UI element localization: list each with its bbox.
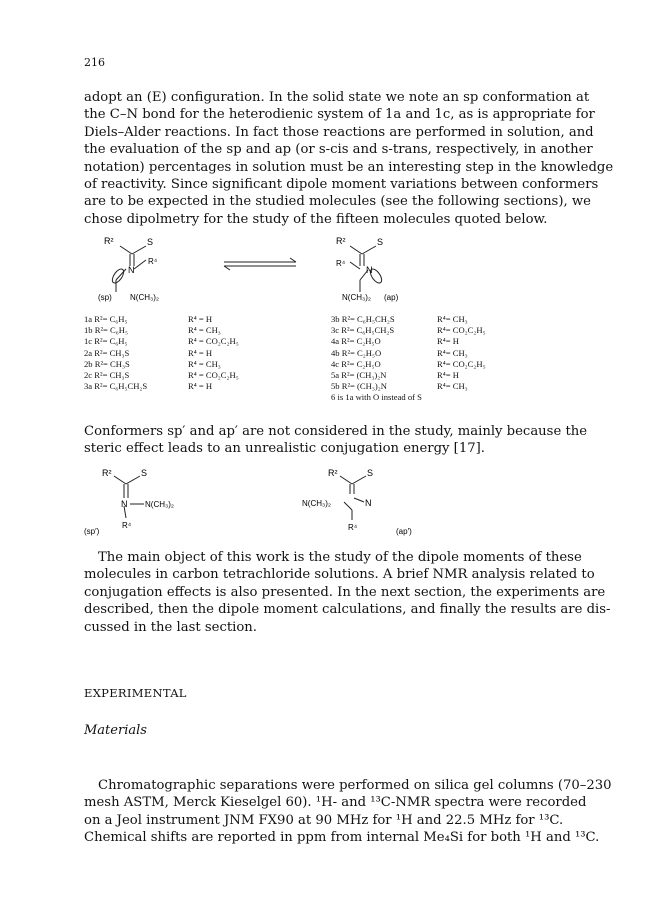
substituent-entry: R⁴= CO₂C₂H₅ (437, 358, 486, 369)
compound-entry: 4c R²= C₂H₅O (331, 358, 381, 369)
sp-r2-label: R² (104, 236, 114, 246)
compound-entry: 2c R²= CH₃S (84, 369, 130, 380)
compound-list (84, 314, 584, 406)
page-number: 216 (84, 56, 105, 69)
conformer-equilibrium-scheme (84, 232, 584, 308)
substituent-entry: R⁴ = H (188, 381, 213, 392)
ap-r4-label: R⁴ (336, 259, 346, 268)
ap-prime-structure (340, 476, 366, 520)
substituent-column (437, 314, 486, 392)
text-line: molecules in carbon tetrachloride solutions. A brief NMR analysis related to (84, 567, 595, 583)
text-line: Diels–Alder reactions. In fact those reactions are performed in solution, and (84, 124, 594, 140)
text-line: the C–N bond for the heterodienic system of 1a and 1c, as is appropriate for (84, 107, 595, 123)
substituent-entry: R⁴ = CH₃ (188, 325, 221, 336)
sp-prime-conformation-label: (sp′) (84, 527, 100, 536)
ap-prime-nme2-label: N(CH₃)₂ (302, 499, 332, 508)
text-line: conjugation effects is also presented. In the next section, the experiments are (84, 584, 606, 600)
substituent-entry: R⁴ = CH₃ (188, 358, 221, 369)
substituent-entry: R⁴ = H (188, 314, 213, 324)
sp-conformation-label: (sp) (98, 293, 112, 302)
compound-entry: 2b R²= CH₃S (84, 358, 130, 369)
ap-prime-r2-label: R² (328, 468, 338, 478)
compound-entry: 4b R²= C₂H₅O (331, 347, 382, 358)
text-line: notation) percentages in solution must be an interesting step in the knowledge (84, 159, 614, 175)
text-line: are to be expected in the studied molecules (see the following sections), we (84, 194, 591, 210)
ap-nme2-label: N(CH₃)₂ (342, 293, 372, 302)
equilibrium-arrows (224, 258, 296, 270)
sp-prime-s-label: S (141, 468, 148, 478)
text-line: chose dipolmetry for the study of the fifteen molecules quoted below. (84, 211, 548, 227)
ap-prime-r4-label: R⁴ (348, 523, 358, 532)
compound-entry: 5a R²= (CH₃)₂N (331, 369, 387, 380)
compound-entry: 1b R²= C₆H₅ (84, 325, 128, 336)
ap-prime-conformation-label: (ap′) (396, 527, 412, 536)
materials-paragraph (84, 777, 612, 847)
substituent-entry: R⁴= CH₃ (437, 314, 468, 324)
sp-prime-r2-label: R² (102, 468, 112, 478)
text-line: of reactivity. Since significant dipole moment variations between conformers (84, 177, 599, 193)
text-line: Chemical shifts are reported in ppm from internal Me₄Si for both ¹H and ¹³C. (84, 830, 600, 846)
substituent-entry: R⁴= CH₃ (437, 347, 468, 358)
sp-prime-structure (114, 476, 144, 518)
substituent-entry: R⁴= H (437, 369, 459, 380)
substituent-entry: R⁴ = CO₂C₂H₅ (188, 336, 239, 347)
compound-column (84, 314, 147, 392)
subsection-heading: Materials (84, 723, 147, 738)
compound-column (331, 314, 422, 404)
compound-entry: 3b R²= C₆H₅CH₂S (331, 314, 395, 324)
sp-s-label: S (147, 237, 154, 247)
text-line: The main object of this work is the study of the dipole moments of these (98, 550, 582, 565)
ap-s-label: S (377, 237, 384, 247)
ap-prime-s-label: S (367, 468, 374, 478)
text-line: steric effect leads to an unrealistic conjugation energy [17]. (84, 441, 485, 457)
sp-n-label: N (128, 265, 135, 275)
sp-prime-n-label: N (121, 499, 128, 509)
sp-prime-nme2-label: N(CH₃)₂ (145, 500, 175, 509)
substituent-entry: R⁴ = H (188, 347, 213, 358)
section-heading: EXPERIMENTAL (84, 686, 187, 700)
sp-r4-label: R⁴ (148, 257, 158, 266)
objective-paragraph (84, 549, 611, 636)
sp-prime-r4-label: R⁴ (122, 521, 132, 530)
intro-paragraph (84, 89, 614, 228)
ap-prime-n-label: N (365, 498, 372, 508)
sp-nme2-label: N(CH₃)₂ (130, 293, 160, 302)
conformer-paragraph (84, 423, 588, 458)
compound-entry: 5b R²= (CH₃)₂N (331, 381, 387, 392)
text-line: described, then the dipole moment calculations, and finally the results are dis- (84, 602, 611, 618)
compound-entry: 2a R²= CH₃S (84, 347, 130, 358)
compound-entry: 1a R²= C₆H₅ (84, 314, 128, 324)
substituent-column (188, 314, 239, 392)
substituent-entry: R⁴ = CO₂C₂H₅ (188, 369, 239, 380)
excluded-conformers-scheme (84, 466, 584, 538)
ap-n-label: N (366, 265, 373, 275)
compound-entry: 3a R²= C₆H₅CH₂S (84, 381, 148, 392)
substituent-entry: R⁴= H (437, 336, 459, 347)
text-line: adopt an (E) configuration. In the solid state we note an sp conformation at (84, 90, 590, 105)
text-line: mesh ASTM, Merck Kieselgel 60). ¹H- and ¹³C-NMR spectra were recorded (84, 795, 587, 811)
text-line: on a Jeol instrument JNM FX90 at 90 MHz for ¹H and 22.5 MHz for ¹³C. (84, 812, 564, 828)
ap-r2-label: R² (336, 236, 346, 246)
compound-entry: 3c R²= C₆H₅CH₂S (331, 325, 395, 336)
compound-entry: 4a R²= C₂H₅O (331, 336, 381, 347)
text-line: the evaluation of the sp and ap (or s-cis and s-trans, respectively, in another (84, 142, 593, 158)
text-line: Conformers sp′ and ap′ are not considered in the study, mainly because the (84, 424, 588, 439)
ap-conformation-label: (ap) (384, 293, 399, 302)
text-line: Chromatographic separations were performed on silica gel columns (70–230 (98, 778, 612, 793)
substituent-entry: R⁴= CH₃ (437, 381, 468, 392)
substituent-entry: R⁴= CO₂C₂H₅ (437, 325, 486, 336)
compound-entry: 6 is 1a with O instead of S (331, 392, 422, 403)
compound-entry: 1c R²= C₆H₅ (84, 336, 128, 347)
text-line: cussed in the last section. (84, 619, 257, 635)
